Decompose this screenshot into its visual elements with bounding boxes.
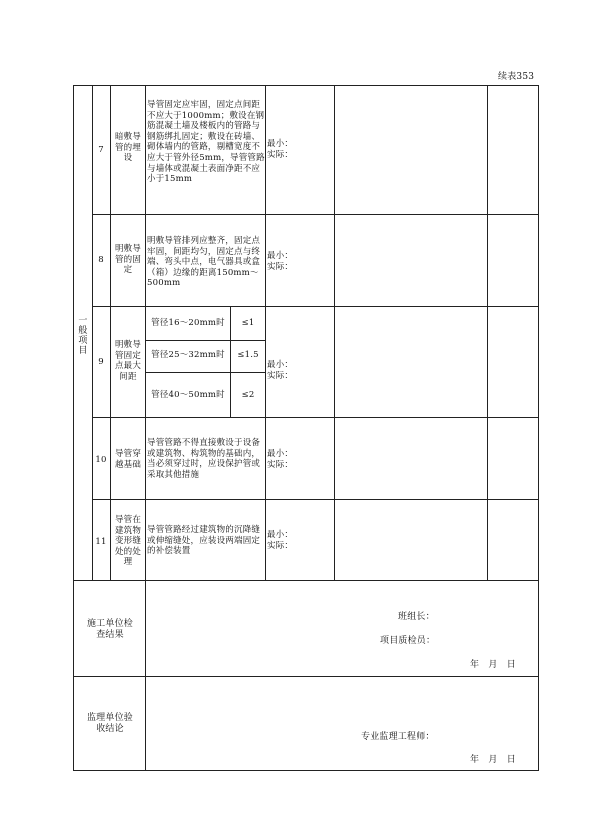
min-label: 最小： (267, 360, 294, 370)
item-name: 明敷导管的固定 (114, 244, 142, 276)
sub-label: 管径16～20mm时 (151, 318, 225, 328)
item-number: 7 (98, 145, 104, 155)
team-leader-label: 班组长： (398, 612, 435, 622)
min-label: 最小： (267, 251, 294, 261)
item-number: 11 (95, 537, 107, 547)
actual-label: 实际： (267, 262, 294, 272)
engineer-label: 专业监理工程师： (361, 732, 435, 742)
actual-label: 实际： (267, 150, 294, 160)
min-label: 最小： (267, 449, 294, 459)
construction-date: 年 月 日 (470, 660, 517, 670)
actual-label: 实际： (267, 460, 294, 470)
sub-label: 管径40～50mm时 (151, 390, 225, 400)
item-number: 10 (95, 455, 107, 465)
item-name: 明敷导管固定点最大间距 (114, 340, 142, 382)
item-requirement: 导管固定应牢固，固定点间距不应大于1000mm；敷设在钢筋混凝土墙及楼板内的管路与钢筋绑扎固定；敷设在砖墙、砌体墙内的管路，剔槽宽度不应大于管外径5mm，导管管路与墙体或混凝土表面净距不应小于15mm (147, 100, 265, 185)
supervision-label: 监理单位验收结论 (86, 713, 133, 734)
item-name: 导管在建筑物变形缝处的处理 (114, 515, 142, 568)
sub-value: ≤1 (241, 318, 255, 328)
category-label: 一般项目 (78, 316, 88, 356)
item-requirement: 明敷导管排列应整齐，固定点牢固，间距均匀，固定点与终端、弯头中点，电气器具或盒（箱）边缘的距离150mm～500mm (147, 236, 261, 289)
sub-label: 管径25～32mm时 (151, 350, 225, 360)
supervision-date: 年 月 日 (470, 755, 517, 765)
min-label: 最小： (267, 530, 294, 540)
inspector-label: 项目质检员： (380, 636, 436, 646)
sub-value: ≤1.5 (237, 350, 259, 360)
item-requirement: 导管管路不得直接敷设于设备或建筑物、构筑物的基础内，当必须穿过时，应设保护管或采取其他措施 (147, 438, 261, 480)
sub-value: ≤2 (241, 390, 255, 400)
item-number: 9 (98, 357, 104, 367)
actual-label: 实际： (267, 541, 294, 551)
actual-label: 实际： (267, 371, 294, 381)
item-name: 暗敷导管的埋设 (114, 132, 142, 164)
item-number: 8 (98, 255, 104, 265)
item-name: 导管穿越基础 (114, 449, 142, 470)
min-label: 最小： (267, 139, 294, 149)
continuation-label: 续表353 (498, 72, 535, 82)
construction-label: 施工单位检查结果 (86, 619, 133, 640)
item-requirement: 导管管路经过建筑物的沉降缝或伸缩缝处，应装设两端固定的补偿装置 (147, 525, 261, 557)
